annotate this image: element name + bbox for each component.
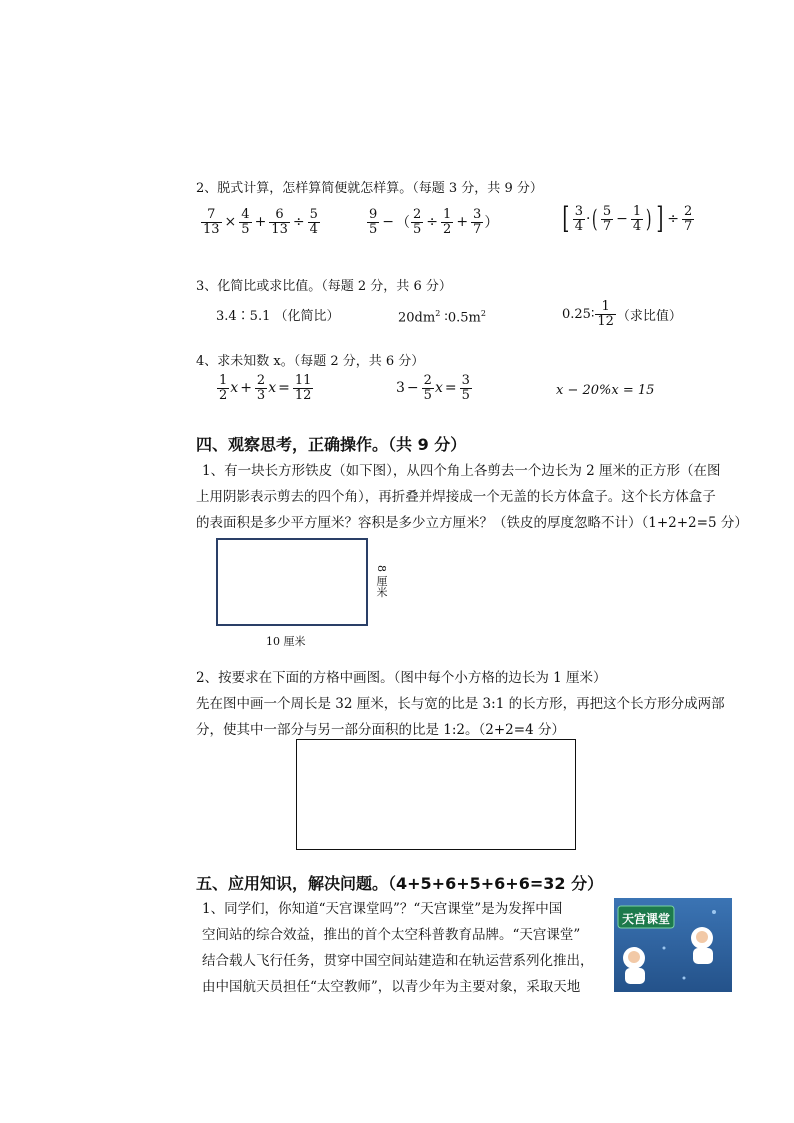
fraction: $\frac{2}{7}$ (683, 203, 693, 234)
drawing-grid-box (296, 739, 576, 850)
expression-2-1: $\frac{7}{13}$ × $\frac{4}{5}$ + $\frac{6}{13}$ ÷ $\frac{5}{4}$ (203, 207, 318, 237)
part5-q1-line3: 结合载人飞行任务，贯穿中国空间站建造和在轨运营系列化推出， (202, 953, 594, 969)
equation-4-2: 3 − $\frac{2}{5}$ x = $\frac{3}{5}$ (396, 373, 470, 403)
equation-4-1: $\frac{1}{2}$ x + $\frac{2}{3}$ x = $\frac{11}{12}$ (219, 373, 312, 403)
section4-title: 4、求未知数 x。（每题 2 分，共 6 分） (196, 354, 425, 369)
part4-q1-line1: 1、有一块长方形铁皮（如下图），从四个角上各剪去一个边长为 2 厘米的正方形（在图 (202, 463, 721, 479)
fraction: $\frac{1}{4}$ (632, 203, 642, 234)
part5-q1-line4: 由中国航天员担任“太空教师”，以青少年为主要对象，采取天地 (202, 979, 581, 995)
ratio-problem-3: 0.25∶ $\frac{1}{12}$ （求比值） (562, 299, 682, 329)
fraction: $\frac{3}{5}$ (461, 373, 470, 403)
part5-q1-line1: 1、同学们，你知道“天宫课堂吗”？“天宫课堂”是为发挥中国 (202, 901, 563, 917)
iron-sheet-rectangle (216, 538, 368, 626)
fraction: $\frac{2}{5}$ (423, 373, 432, 403)
ratio-problem-2: $20dm^2$ $∶0.5m^2$ (398, 309, 486, 326)
image-caption: 天宫课堂 (621, 912, 670, 926)
fraction: $\frac{1}{12}$ (597, 299, 614, 329)
equation-4-3: x − 20%x = 15 (556, 383, 655, 398)
fraction: $\frac{1}{2}$ (219, 373, 228, 403)
part5-q1-line2: 空间站的综合效益，推出的首个太空科普教育品牌。“天宫课堂” (202, 927, 581, 943)
fraction: $\frac{11}{12}$ (294, 373, 312, 403)
fraction: $\frac{9}{5}$ (369, 207, 378, 237)
part4-q1-line3: 的表面积是多少平方厘米？容积是多少立方厘米？（铁皮的厚度忽略不计）（1+2+2=5 分） (196, 515, 748, 531)
rect-width-label: 10 厘米 (266, 635, 306, 648)
ratio-problem-1: 3.4∶5.1 （化简比） (216, 309, 340, 324)
fraction: $\frac{2}{3}$ (256, 373, 266, 403)
part4-q2-line3: 分，使其中一部分与另一部分面积的比是 1:2。（2+2=4 分） (196, 722, 565, 738)
fraction: $\frac{3}{7}$ (473, 207, 482, 237)
fraction: $\frac{6}{13}$ (271, 207, 288, 237)
part5-heading: 五、应用知识，解决问题。（4+5+6+5+6+6=32 分） (196, 874, 604, 893)
expression-2-2: $\frac{9}{5}$ − （ $\frac{2}{5}$ ÷ $\frac{1}{2}$ + $\frac{3}{7}$ ） (369, 207, 499, 237)
part4-heading: 四、观察思考，正确操作。（共 9 分） (196, 435, 467, 454)
fraction: $\frac{5}{7}$ (602, 203, 612, 234)
section2-title: 2、脱式计算，怎样算简便就怎样算。（每题 3 分，共 9 分） (196, 181, 543, 196)
fraction: $\frac{5}{4}$ (309, 207, 318, 237)
fraction: $\frac{3}{4}$ (574, 203, 583, 234)
tiangong-classroom-image (614, 898, 732, 992)
fraction: $\frac{1}{2}$ (443, 207, 452, 237)
fraction: $\frac{2}{5}$ (413, 207, 422, 237)
rect-height-label: 8 厘米 (375, 565, 388, 598)
part4-q1-line2: 上用阴影表示剪去的四个角），再折叠并焊接成一个无盖的长方体盒子。这个长方体盒子 (196, 489, 716, 505)
fraction: $\frac{7}{13}$ (203, 207, 220, 237)
expression-2-3: [ $\frac{3}{4}$ · ( $\frac{5}{7}$ − $\frac{1}{4}$ ) ] ÷ $\frac{2}{7}$ (562, 201, 693, 236)
section3-title: 3、化简比或求比值。（每题 2 分，共 6 分） (196, 279, 452, 294)
part4-q2-line2: 先在图中画一个周长是 32 厘米，长与宽的比是 3:1 的长方形，再把这个长方形分成两部 (196, 696, 725, 712)
fraction: $\frac{4}{5}$ (241, 207, 250, 237)
part4-q2-line1: 2、按要求在下面的方格中画图。（图中每个小方格的边长为 1 厘米） (196, 670, 607, 686)
